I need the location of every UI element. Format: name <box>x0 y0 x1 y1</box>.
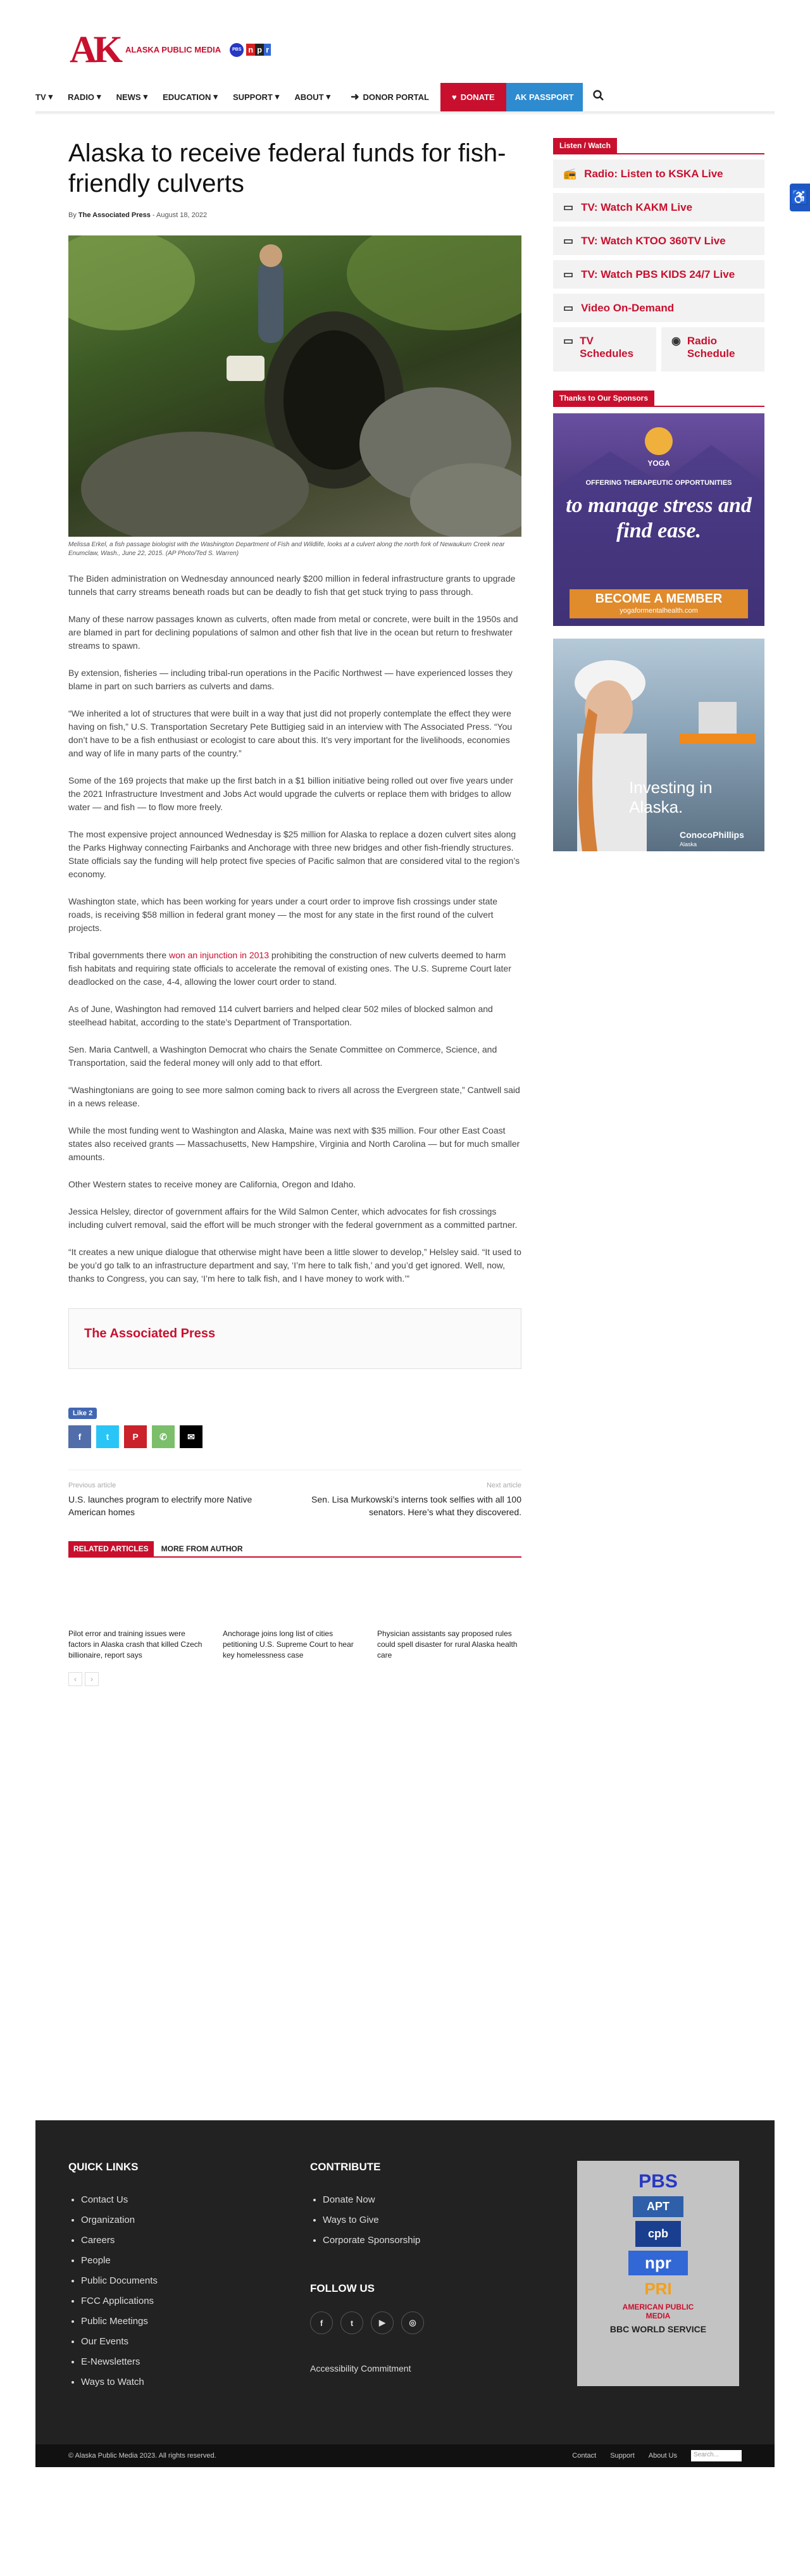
quick-links: QUICK LINKS • Contact Us • Organization • Careers • People • Public Documents • FCC Applications • Public Meetings • Our Events • E-Newsletters • Ways to Watch <box>68 2161 158 2392</box>
twitter-icon[interactable]: t <box>340 2311 363 2334</box>
npr-logo: npr <box>628 2251 688 2275</box>
related-card[interactable]: Physician assistants say proposed rules could spell disaster for rural Alaska health care <box>377 1629 518 1660</box>
email-icon[interactable]: ✉ <box>180 1425 202 1448</box>
ad-headline: Investing in Alaska. <box>629 778 713 816</box>
footer-link[interactable]: • Careers <box>81 2230 158 2251</box>
related-tabs <box>68 1541 521 1558</box>
youtube-icon[interactable]: ▶ <box>371 2311 394 2334</box>
donate-button[interactable]: ♥ DONATE <box>440 83 506 111</box>
sponsors-header: Thanks to Our Sponsors <box>553 391 764 407</box>
facebook-like-button[interactable]: Like 2 <box>68 1408 97 1419</box>
video-icon: ▭ <box>563 301 574 314</box>
footer-link[interactable]: • Ways to Give <box>323 2210 424 2230</box>
paragraph: “We inherited a lot of structures that were built in a way that just did not properly contemplate the effect they were having on fish,” U.S. Transportation Secretary Pete Buttigieg said in an interview with The Associated Press. “You don’t have to be a fish enthusiast or ecologist to care about this. It’s very important for the livelihoods, economies and way of life in many parts of the country.” <box>68 708 513 758</box>
share-section <box>68 1407 521 1448</box>
previous-article[interactable]: Previous article U.S. launches program to electrify more Native American homes <box>68 1482 252 1517</box>
chevron-down-icon: ▾ <box>213 92 218 101</box>
follow-us-title: FOLLOW US <box>310 2282 375 2294</box>
radio-icon: 📻 <box>563 167 577 180</box>
facebook-icon[interactable]: f <box>68 1425 91 1448</box>
article-body <box>68 572 521 1285</box>
paragraph: Washington state, which has been working for years under a court order to improve fish crossings under state roads, is receiving $58 million in federal grant money — the most for any state in the first round of the culvert projects. <box>68 896 498 933</box>
footer-link[interactable]: • Donate Now <box>323 2190 424 2210</box>
chevron-down-icon: ▾ <box>143 92 148 101</box>
cpb-logo: cpb <box>635 2221 681 2247</box>
footer-link[interactable]: • Ways to Watch <box>81 2372 158 2392</box>
sidebar <box>553 138 764 851</box>
footer-link[interactable]: • Public Documents <box>81 2271 158 2291</box>
footer-link[interactable]: • Organization <box>81 2210 158 2230</box>
tab-more-from-author[interactable]: MORE FROM AUTHOR <box>161 1544 243 1553</box>
heart-icon: ♥ <box>451 92 457 102</box>
pinterest-icon[interactable]: P <box>124 1425 147 1448</box>
video-on-demand[interactable]: ▭ Video On-Demand <box>553 294 764 322</box>
whatsapp-icon[interactable]: ✆ <box>152 1425 175 1448</box>
article-navigation <box>68 1470 521 1518</box>
paragraph: Sen. Maria Cantwell, a Washington Democrat who chairs the Senate Committee on Commerce, Science, and Transportation, said the federal money will only add to that effort. <box>68 1044 497 1068</box>
paragraph: Some of the 169 projects that make up the first batch in a $1 billion initiative being rolled out over five years under the 2021 Infrastructure Investment and Jobs Act would upgrade the culverts or replace them with bridges to allow water — and fish — to flow more freely. <box>68 775 513 812</box>
partner-logos-box <box>577 2161 739 2386</box>
paragraph: The most expensive project announced Wednesday is $25 million for Alaska to replace a dozen culvert sites along the Parks Highway connecting Fairbanks and Anchorage with three new bridges and other fish-friendly structures. State officials say the funding will help protect five species of Pacific salmon that are considered vital to the region’s economy. <box>68 829 520 879</box>
conocophillips-logo: ConocoPhillips <box>680 830 744 840</box>
accessibility-icon: ♿ <box>791 189 809 205</box>
apt-logo: APT <box>633 2196 683 2217</box>
article <box>68 138 521 1686</box>
ad-url: yogaformentalhealth.com <box>620 607 698 615</box>
passport-button[interactable]: AK PASSPORT <box>506 83 583 111</box>
nav-divider <box>35 111 775 115</box>
radio-schedule[interactable]: ◉ Radio Schedule <box>661 327 764 372</box>
search-icon[interactable] <box>593 90 604 104</box>
related-card[interactable]: Pilot error and training issues were factors in Alaska crash that killed Czech billionaire, report says <box>68 1629 202 1660</box>
watch-ktoo[interactable]: ▭ TV: Watch KTOO 360TV Live <box>553 227 764 255</box>
chevron-down-icon: ▾ <box>326 92 331 101</box>
article-title: Alaska to receive federal funds for fish-friendly culverts <box>68 139 506 197</box>
paragraph: “Washingtonians are going to see more salmon coming back to rivers all across the Evergreen state,” Cantwell said in a news release. <box>68 1085 520 1108</box>
related-card[interactable]: Anchorage joins long list of cities petitioning U.S. Supreme Court to hear key homelessness case <box>223 1629 354 1660</box>
accessibility-toggle[interactable] <box>790 184 810 211</box>
partner-logos <box>230 43 271 57</box>
nav-support[interactable]: SUPPORT ▾ <box>232 92 280 102</box>
footer-link[interactable]: • FCC Applications <box>81 2291 158 2311</box>
chevron-down-icon: ▾ <box>275 92 280 101</box>
npr-logo: n p r <box>246 44 271 56</box>
nav-tv[interactable]: TV ▾ <box>35 92 53 102</box>
tv-icon: ▭ <box>563 234 574 247</box>
nav-news[interactable]: NEWS ▾ <box>116 92 148 102</box>
pager-prev-icon[interactable]: ‹ <box>68 1672 82 1686</box>
radio-icon: ◉ <box>671 335 681 347</box>
tab-related-articles[interactable]: RELATED ARTICLES <box>68 1541 154 1556</box>
ad-tagline: OFFERING THERAPEUTIC OPPORTUNITIES <box>585 479 732 487</box>
donor-portal-link[interactable]: ➜ DONOR PORTAL <box>351 92 429 103</box>
nav-education[interactable]: EDUCATION ▾ <box>163 92 218 102</box>
bottom-link-contact[interactable]: Contact <box>572 2452 597 2460</box>
nav-about[interactable]: ABOUT ▾ <box>294 92 331 102</box>
listen-watch-header: Listen / Watch <box>553 138 764 154</box>
yoga-logo: YOGA <box>647 459 670 468</box>
ad-sub: Alaska <box>680 841 697 847</box>
logo-wordmark: ALASKA PUBLIC MEDIA <box>125 45 221 54</box>
paragraph: The Biden administration on Wednesday announced nearly $200 million in federal infrastructure grants to upgrade tunnels that carry streams beneath roads but can be deadly to fish that get stuck trying to pass through. <box>68 573 516 597</box>
footer-link[interactable]: • People <box>81 2251 158 2271</box>
ad-headline: to manage stress and find ease. <box>566 494 752 542</box>
chevron-down-icon: ▾ <box>97 92 101 101</box>
main-nav <box>35 82 775 111</box>
author-box-name[interactable]: The Associated Press <box>84 1327 216 1341</box>
sign-in-icon: ➜ <box>351 92 359 103</box>
tv-schedules[interactable]: ▭ TV Schedules <box>553 327 656 372</box>
chevron-down-icon: ▾ <box>48 92 53 101</box>
paragraph: Tribal governments there won an injunction in 2013 prohibiting the construction of new culverts deemed to harm fish habitats and requiring state officials to accelerate the removal of existing ones. The U.S. Supreme Court later deadlocked on the case, 4-4, allowing the lower court order to stand. <box>68 950 511 987</box>
paragraph: Other Western states to receive money are California, Oregon and Idaho. <box>68 1179 356 1189</box>
photo-caption: Melissa Erkel, a fish passage biologist with the Washington Department of Fish and Wildlife, looks at a culvert along the north fork of Newaukum Creek near Enumclaw, Wash., June 22, 2015. (AP Photo/Ted S. Warren) <box>68 541 505 557</box>
contribute-links: CONTRIBUTE • Donate Now • Ways to Give • Corporate Sponsorship FOLLOW US f t ▶ ◎ Accessibility Commitment <box>310 2161 424 2373</box>
yoga-ad[interactable] <box>553 413 764 626</box>
accessibility-link[interactable]: Accessibility Commitment <box>310 2363 411 2373</box>
paragraph: Jessica Helsley, director of government affairs for the Wild Salmon Center, which advocates for fish crossings including culvert removal, said the effort will be much stronger with the federal government as a committed partner. <box>68 1206 518 1230</box>
paragraph: By extension, fisheries — including tribal-run operations in the Pacific Northwest — have experienced losses they blame in part on such barriers as culverts and dams. <box>68 668 513 691</box>
injunction-link[interactable]: won an injunction in 2013 <box>169 950 270 960</box>
next-article[interactable]: Next article Sen. Lisa Murkowski’s interns took selfies with all 100 senators. Here’s what they discovered. <box>311 1482 521 1517</box>
listen-kska[interactable]: 📻 Radio: Listen to KSKA Live <box>553 159 764 188</box>
author-box <box>68 1308 521 1369</box>
tv-icon: ▭ <box>563 335 574 347</box>
instagram-icon[interactable]: ◎ <box>401 2311 424 2334</box>
bottom-bar <box>35 2444 775 2467</box>
paragraph: While the most funding went to Washington and Alaska, Maine was next with $35 million. Four other East Coast states also received grants — Massachusetts, New Hampshire, Virginia and North Carolina — but for much smaller amounts. <box>68 1125 520 1162</box>
paragraph: Many of these narrow passages known as culverts, often made from metal or concrete, were built in the 1950s and are blamed in part for declining populations of salmon and other fish that live in the ocean but return to freshwater streams to spawn. <box>68 614 518 651</box>
paragraph: “It creates a new unique dialogue that otherwise might have been a little slower to develop,” Helsley said. “It used to be you’d go talk to an infrastructure department and say, ‘I’m here to talk fish,’ and you’d get ignored. Well, now, thanks to Congress, you can say, ‘I’m here to talk fish, and I have money to work with.’” <box>68 1247 521 1284</box>
pager-next-icon[interactable]: › <box>85 1672 99 1686</box>
tv-icon: ▭ <box>563 201 574 213</box>
footer-link[interactable]: • Corporate Sponsorship <box>323 2230 424 2251</box>
nav-radio[interactable]: RADIO ▾ <box>68 92 101 102</box>
pbs-logo: PBS <box>639 2171 678 2192</box>
footer-link[interactable]: • Contact Us <box>81 2190 158 2210</box>
footer-search-input[interactable]: Search... <box>691 2450 742 2461</box>
watch-kakm[interactable]: ▭ TV: Watch KAKM Live <box>553 193 764 222</box>
twitter-icon[interactable]: t <box>96 1425 119 1448</box>
site-logo[interactable] <box>70 28 271 72</box>
tv-icon: ▭ <box>563 268 574 280</box>
watch-pbs-kids[interactable]: ▭ TV: Watch PBS KIDS 24/7 Live <box>553 260 764 289</box>
author-link[interactable]: The Associated Press <box>78 211 151 219</box>
facebook-icon[interactable]: f <box>310 2311 333 2334</box>
copyright: © Alaska Public Media 2023. All rights reserved. <box>68 2452 216 2460</box>
footer-link[interactable]: • Our Events <box>81 2332 158 2352</box>
bottom-link-support[interactable]: Support <box>610 2452 635 2460</box>
related-grid <box>68 1629 521 1661</box>
conocophillips-ad[interactable] <box>553 639 764 851</box>
ak-logo-mark: AK <box>70 28 119 70</box>
footer-link[interactable]: • Public Meetings <box>81 2311 158 2332</box>
bottom-link-about[interactable]: About Us <box>648 2452 677 2460</box>
american-public-media-logo: AMERICAN PUBLIC MEDIA <box>622 2303 694 2320</box>
site-header <box>0 0 810 114</box>
ad-cta: BECOME A MEMBER <box>595 592 723 606</box>
article-photo <box>68 235 521 537</box>
pri-logo: PRI <box>644 2279 672 2298</box>
bbc-world-service-logo: BBC WORLD SERVICE <box>609 2324 707 2334</box>
footer-link[interactable]: • E-Newsletters <box>81 2352 158 2372</box>
related-pager <box>68 1672 521 1686</box>
byline: By The Associated Press - August 18, 2022 <box>68 211 208 219</box>
paragraph: As of June, Washington had removed 114 culvert barriers and helped clear 502 miles of blocked salmon and steelhead habitat, according to the state’s Department of Transportation. <box>68 1004 493 1027</box>
pbs-logo: PBS <box>230 43 244 57</box>
site-footer <box>35 2120 775 2444</box>
